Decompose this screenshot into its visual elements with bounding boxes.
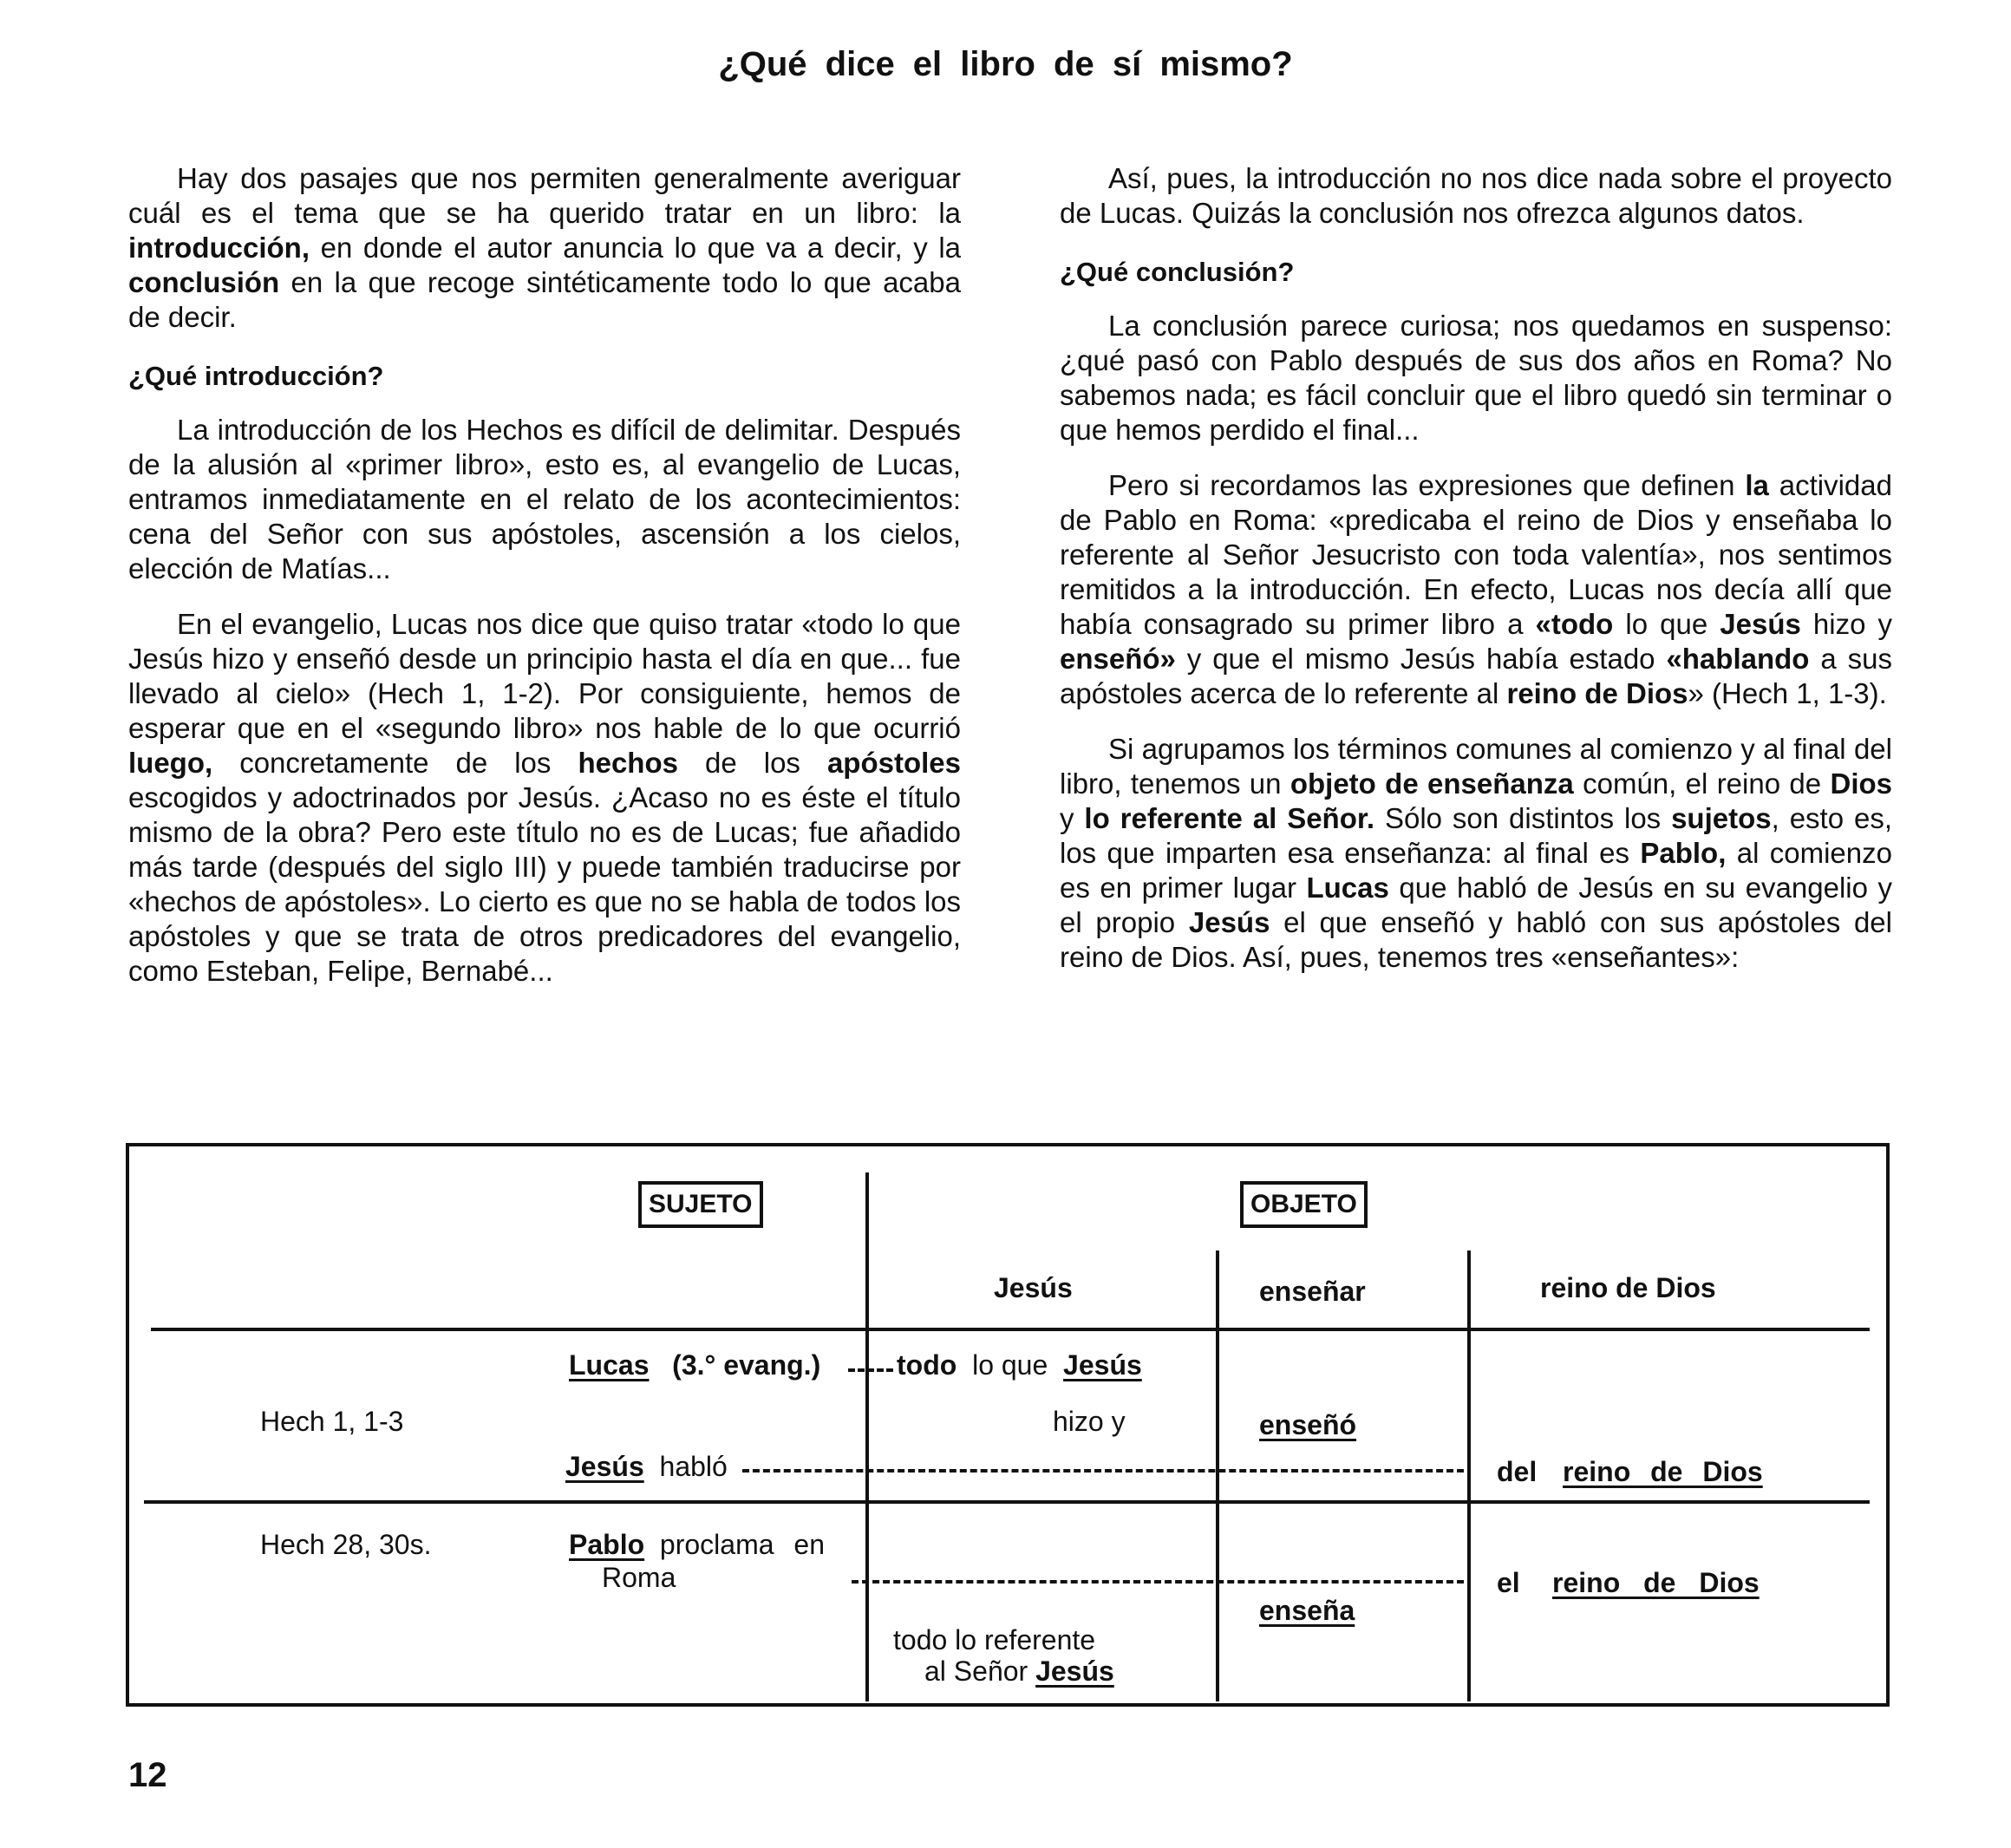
bold-term: «hablando: [1666, 643, 1810, 675]
text: » (Hech 1, 1-3).: [1688, 677, 1887, 709]
lo-que-text: lo que: [972, 1349, 1048, 1381]
bold-term: Lucas: [1306, 872, 1389, 904]
text: actividad de Pablo en Roma: «predicaba el reino de Dios y enseñaba lo referente al Señor Jesucristo con toda valentía», nos sentimos remitidos a la introducción. En efecto, Lucas nos decía allí que había consagrado su primer libro a: [1060, 469, 1892, 640]
pablo-term: Pablo: [569, 1529, 645, 1560]
row2-el: el: [1497, 1567, 1520, 1598]
row2-al-senor-line: [924, 1655, 1114, 1688]
text: en donde el autor anuncia lo que va a decir, y la: [310, 232, 961, 264]
row1-reference: Hech 1, 1-3: [260, 1406, 404, 1437]
text: al comienzo es en primer lugar: [1060, 837, 1892, 904]
text: concretamente de los: [212, 747, 578, 779]
text: a sus apóstoles acerca de lo referente al: [1060, 643, 1892, 709]
row2-reference: Hech 28, 30s.: [260, 1529, 432, 1560]
text: hizo y: [1800, 608, 1893, 640]
bold-term: lo referente al Señor.: [1084, 802, 1375, 834]
heading-introduccion: ¿Qué introducción?: [128, 361, 384, 391]
divider-jesus-ensenar: [1216, 1251, 1219, 1701]
header-rule: [151, 1328, 1870, 1331]
row1-jesus-hablo-line: [565, 1450, 728, 1483]
objeto-box: OBJETO: [1240, 1181, 1368, 1228]
todo-term: todo: [897, 1349, 957, 1381]
text: Sólo son distintos los: [1374, 802, 1672, 834]
bold-term: la: [1745, 469, 1769, 501]
text: de los: [677, 747, 827, 779]
column-header-ensenar: enseñar: [1259, 1276, 1366, 1307]
jesus-term: Jesús: [1035, 1655, 1114, 1687]
hablo-text: habló: [659, 1451, 728, 1482]
bold-term: luego,: [128, 747, 213, 779]
paragraph-evangelio: [128, 607, 961, 989]
text: y que el mismo Jesús había estado: [1175, 643, 1667, 675]
text: Hay dos pasajes que nos permiten generalmente averiguar cuál es el tema que se ha querido tratar en un libro: la: [128, 162, 961, 229]
bold-term: introducción,: [128, 232, 310, 264]
right-column: [1060, 161, 1892, 996]
row1-reino: reino de Dios: [1563, 1456, 1763, 1487]
divider-ensenar-reino: [1467, 1251, 1471, 1701]
paragraph-intro-concept: [128, 161, 961, 335]
row2-todo-referente: todo lo referente: [893, 1624, 1096, 1655]
paragraph-introduccion: La introducción de los Hechos es difícil de delimitar. Después de la alusión al «primer libro», esto es, al evangelio de Lucas, entramos inmediatamente en el relato de los acontecimientos: cena del Señor con sus apóstoles, ascensión a los cielos, elección de Matías...: [128, 414, 961, 584]
bold-term: enseñó»: [1060, 643, 1176, 675]
dash-hablo-reino: [742, 1469, 1464, 1473]
page-title: ¿Qué dice el libro de sí mismo?: [718, 45, 1293, 83]
row1-del: del: [1497, 1456, 1538, 1487]
dash-proclama-reino: [852, 1580, 1464, 1584]
bold-term: Jesús: [1188, 906, 1270, 938]
left-column: [128, 161, 961, 1009]
text: que habló de Jesús en su evangelio y el propio: [1060, 872, 1892, 938]
bold-term: «todo: [1535, 608, 1614, 640]
jesus-term: Jesús: [565, 1451, 644, 1482]
row2-roma: Roma: [602, 1562, 676, 1593]
lucas-term: Lucas: [569, 1349, 650, 1381]
bold-term: objeto de enseñanza: [1290, 767, 1574, 800]
text: , esto es, los que imparten esa enseñanza: al final es: [1060, 802, 1892, 869]
divider-subject-object: [865, 1172, 869, 1701]
row2-ensena: enseña: [1259, 1595, 1355, 1626]
jesus-term: Jesús: [1063, 1349, 1142, 1381]
bold-term: Jesús: [1720, 608, 1801, 640]
bold-term: conclusión: [128, 266, 280, 298]
bold-term: hechos: [578, 747, 678, 779]
row2-reino: reino de Dios: [1552, 1567, 1760, 1598]
text: Si agrupamos los términos comunes al comienzo y al final del libro, tenemos un: [1060, 733, 1892, 800]
dash-lucas-todo: [848, 1368, 893, 1372]
page-number: 12: [128, 1756, 167, 1794]
bold-term: sujetos: [1671, 802, 1772, 834]
text: escogidos y adoctrinados por Jesús. ¿Acaso no es éste el título mismo de la obra? Pero este título no es de Lucas; fue añadido más tarde (después del siglo III) y puede también traducirse por «hechos de apóstoles». Lo cierto es que no se habla de todos los apóstoles y que se trata de otros predicadores del evangelio, como Esteban, Felipe, Bernabé...: [128, 781, 961, 987]
row1-hizo: hizo y: [1053, 1406, 1126, 1437]
proclama-text: proclama en: [659, 1529, 825, 1560]
text: en la que recoge sintéticamente todo lo que acaba de decir.: [128, 266, 961, 333]
column-header-jesus: Jesús: [994, 1272, 1073, 1303]
row1-lucas-line: [569, 1348, 820, 1381]
sujeto-box: SUJETO: [638, 1181, 763, 1228]
text: el que enseñó y habló con sus apóstoles del reino de Dios. Así, pues, tenemos tres «enseñantes»:: [1060, 906, 1892, 973]
row2-pablo-line: [569, 1528, 825, 1561]
evang-term: (3.° evang.): [672, 1349, 821, 1381]
column-header-reino: reino de Dios: [1540, 1272, 1716, 1303]
paragraph-asi-pues: Así, pues, la introducción no nos dice nada sobre el proyecto de Lucas. Quizás la conclusión nos ofrezca algunos datos.: [1060, 162, 1892, 229]
paragraph-agrupamos: [1060, 732, 1892, 975]
heading-conclusion: ¿Qué conclusión?: [1060, 257, 1295, 287]
bold-term: apóstoles: [826, 747, 961, 779]
text: lo que: [1613, 608, 1720, 640]
paragraph-recordamos: [1060, 468, 1892, 711]
row-separator: [144, 1500, 1870, 1504]
row1-todo-line: [897, 1348, 1142, 1381]
bold-term: reino de Dios: [1506, 677, 1688, 709]
text: y: [1060, 802, 1085, 834]
bold-term: Dios: [1830, 767, 1892, 800]
text: En el evangelio, Lucas nos dice que quiso tratar «todo lo que Jesús hizo y enseñó desde un principio hasta el día en que... fue llevado al cielo» (Hech 1, 1-2). Por consiguiente, hemos de esperar que en el «segundo libro» nos hable de lo que ocurrió: [128, 608, 961, 744]
paragraph-conclusion: La conclusión parece curiosa; nos quedamos en suspenso: ¿qué pasó con Pablo después de sus dos años en Roma? No sabemos nada; es fácil concluir que el libro quedó sin terminar o que hemos perdido el final...: [1060, 310, 1892, 446]
row1-enseno: enseñó: [1259, 1409, 1357, 1440]
al-senor-text: al Señor: [924, 1655, 1028, 1687]
text: común, el reino de: [1573, 767, 1831, 800]
text: Pero si recordamos las expresiones que definen: [1108, 469, 1746, 501]
bold-term: Pablo,: [1640, 837, 1727, 869]
